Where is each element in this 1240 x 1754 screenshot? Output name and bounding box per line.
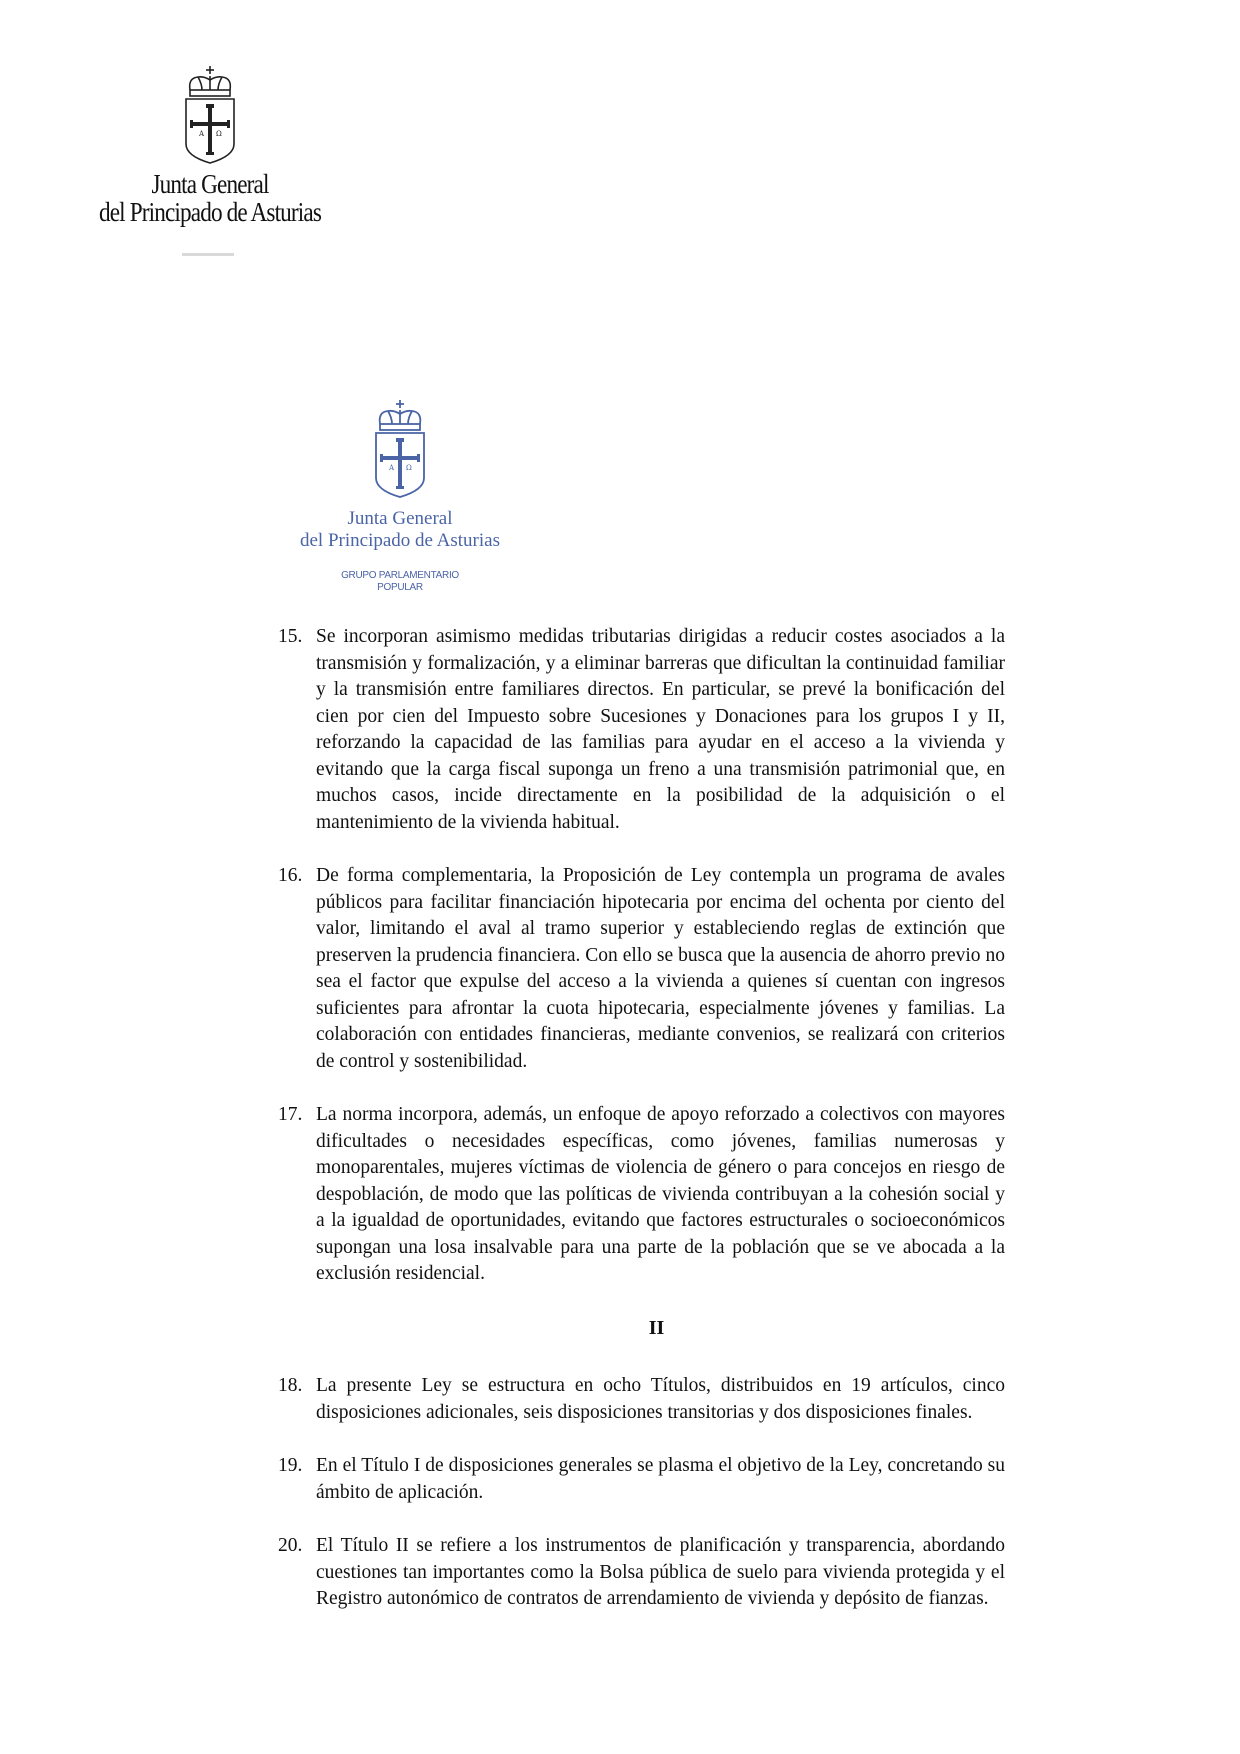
- numbered-paragraph: [278, 1453, 1005, 1506]
- header-divider: [182, 253, 234, 256]
- numbered-paragraph: [278, 1533, 1005, 1613]
- group-logo: [290, 398, 510, 594]
- org-name-line1: Junta General: [151, 169, 269, 199]
- svg-text:A: A: [199, 130, 205, 138]
- section-heading: II: [648, 1316, 665, 1339]
- document-body: [278, 624, 1005, 1640]
- numbered-paragraph: [278, 863, 1005, 1075]
- header-logo: [80, 64, 340, 226]
- paragraph-text: En el Título I de disposiciones generales se plasma el objetivo de la Ley, concretando su ámbito de aplicación.: [316, 1455, 1005, 1503]
- svg-text:A: A: [389, 464, 395, 472]
- coat-of-arms-icon: [182, 64, 238, 164]
- group-org-name-line2: del Principado de Asturias: [300, 530, 500, 551]
- paragraph-number: 18.: [278, 1375, 303, 1396]
- paragraph-number: 19.: [278, 1455, 303, 1476]
- group-name-line1: GRUPO PARLAMENTARIO: [341, 570, 459, 581]
- paragraph-text: El Título II se refiere a los instrumentos de planificación y transparencia, abordando cuestiones tan importantes como la Bolsa pública de suelo para vivienda protegida y el Registro autonómico de contratos de arrendamiento de vivienda y depósito de fianzas.: [316, 1535, 1005, 1609]
- paragraph-text: De forma complementaria, la Proposición de Ley contempla un programa de avales públicos para facilitar financiación hipotecaria por encima del ochenta por ciento del valor, limitando el aval al tramo superior y estableciendo reglas de extinción que preserven la prudencia financiera. Con ello se busca que la ausencia de ahorro previo no sea el factor que expulse del acceso a la vivienda a quienes sí cuentan con ingresos suficientes para afrontar la cuota hipotecaria, especialmente jóvenes y familias. La colaboración con entidades financieras, mediante convenios, se realizará con criterios de control y sostenibilidad.: [316, 865, 1005, 1072]
- paragraph-text: La presente Ley se estructura en ocho Títulos, distribuidos en 19 artículos, cinco disposiciones adicionales, seis disposiciones transitorias y dos disposiciones finales.: [316, 1375, 1005, 1423]
- paragraph-text: La norma incorpora, además, un enfoque de apoyo reforzado a colectivos con mayores dificultades o necesidades específicas, como jóvenes, familias numerosas y monoparentales, mujeres víctimas de violencia de género o para concejos en riesgo de despoblación, de modo que las políticas de vivienda contribuyan a la cohesión social y a la igualdad de oportunidades, evitando que factores estructurales o socioeconómicos supongan una losa insalvable para una parte de la población que se ve abocada a la exclusión residencial.: [316, 1104, 1005, 1284]
- paragraph-text: Se incorporan asimismo medidas tributarias dirigidas a reducir costes asociados a la transmisión y formalización, y a eliminar barreras que dificultan la continuidad familiar y la transmisión entre familiares directos. En particular, se prevé la bonificación del cien por cien del Impuesto sobre Sucesiones y Donaciones para los grupos I y II, reforzando la capacidad de las familias para ayudar en el acceso a la vivienda y evitando que la carga fiscal suponga un freno a una transmisión patrimonial que, en muchos casos, incide directamente en la posibilidad de la adquisición o el mantenimiento de la vivienda habitual.: [316, 626, 1005, 833]
- numbered-paragraph: [278, 1102, 1005, 1288]
- paragraph-number: 20.: [278, 1535, 303, 1556]
- org-name-line2: del Principado de Asturias: [98, 197, 322, 227]
- paragraph-number: 16.: [278, 865, 303, 886]
- numbered-paragraph: [278, 624, 1005, 836]
- svg-text:Ω: Ω: [406, 464, 412, 472]
- svg-text:Ω: Ω: [216, 130, 222, 138]
- group-org-name-line1: Junta General: [347, 508, 453, 529]
- paragraph-number: 15.: [278, 626, 303, 647]
- paragraph-number: 17.: [278, 1104, 303, 1125]
- numbered-paragraph: [278, 1373, 1005, 1426]
- group-name-line2: POPULAR: [377, 582, 423, 593]
- coat-of-arms-icon: [371, 398, 429, 498]
